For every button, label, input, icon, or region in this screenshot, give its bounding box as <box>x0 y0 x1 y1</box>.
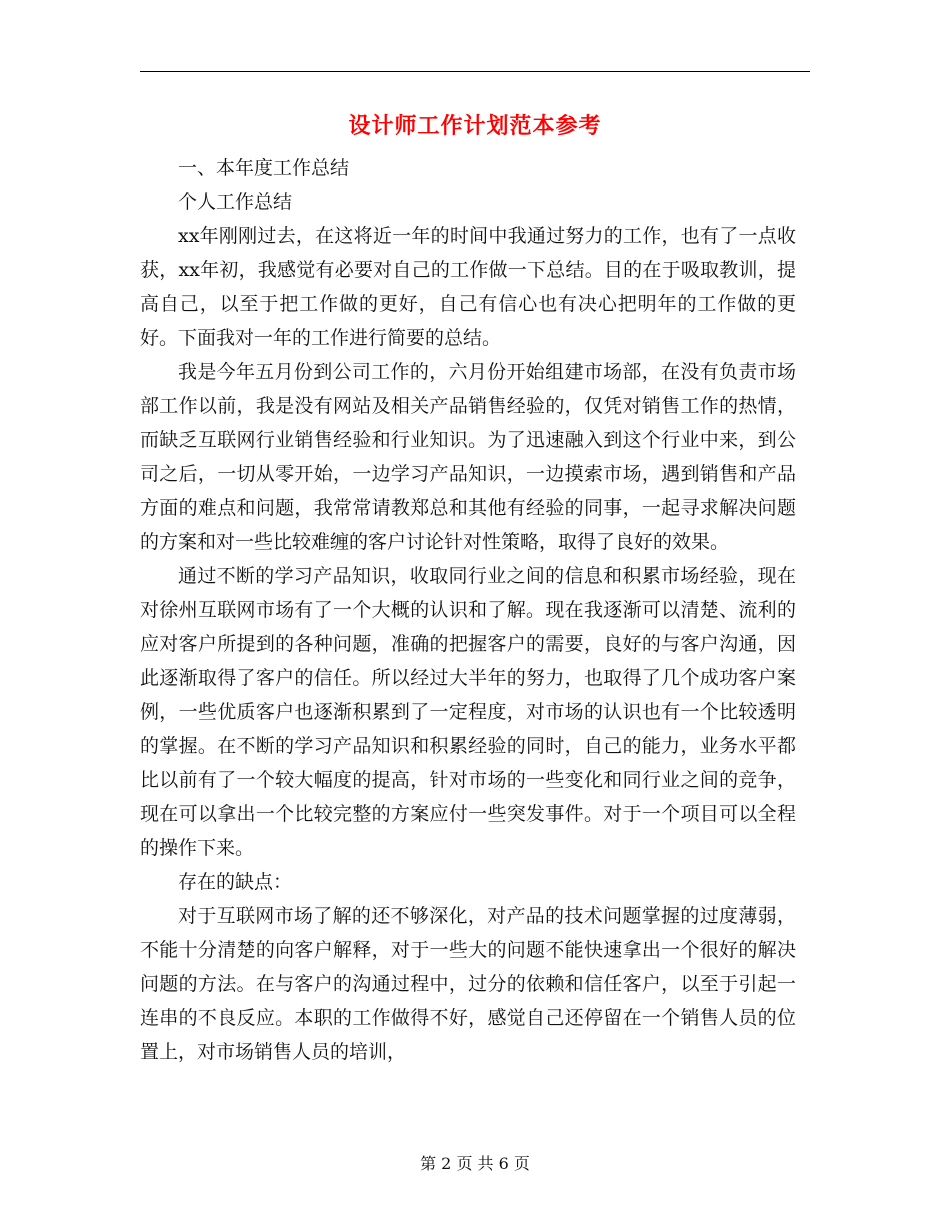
body-paragraph: xx年刚刚过去，在这将近一年的时间中我通过努力的工作，也有了一点收获，xx年初，我感觉有必要对自己的工作做一下总结。目的在于吸取教训，提高自己，以至于把工作做的更好，自己有信心也有决心把明年的工作做的更好。下面我对一年的工作进行简要的总结。 <box>140 225 796 349</box>
document-title: 设计师工作计划范本参考 <box>348 113 602 139</box>
document-body <box>140 151 796 1069</box>
body-paragraph: 我是今年五月份到公司工作的，六月份开始组建市场部，在没有负责市场部工作以前，我是没有网站及相关产品销售经验的，仅凭对销售工作的热情，而缺乏互联网行业销售经验和行业知识。为了迅速融入到这个行业中来，到公司之后，一切从零开始，一边学习产品知识，一边摸索市场，遇到销售和产品方面的难点和问题，我常常请教郑总和其他有经验的同事，一起寻求解决问题的方案和对一些比较难缠的客户讨论针对性策略，取得了良好的效果。 <box>140 361 796 553</box>
header-rule <box>140 71 810 72</box>
section-heading: 一、本年度工作总结 <box>178 157 350 179</box>
subsection-heading: 存在的缺点： <box>178 871 293 893</box>
subsection-heading: 个人工作总结 <box>178 191 293 213</box>
body-paragraph: 对于互联网市场了解的还不够深化，对产品的技术问题掌握的过度薄弱，不能十分清楚的向客户解释，对于一些大的问题不能快速拿出一个很好的解决问题的方法。在与客户的沟通过程中，过分的依赖和信任客户，以至于引起一连串的不良反应。本职的工作做得不好，感觉自己还停留在一个销售人员的位置上，对市场销售人员的培训， <box>140 905 796 1063</box>
body-paragraph: 通过不断的学习产品知识，收取同行业之间的信息和积累市场经验，现在对徐州互联网市场有了一个大概的认识和了解。现在我逐渐可以清楚、流利的应对客户所提到的各种问题，准确的把握客户的需要，良好的与客户沟通，因此逐渐取得了客户的信任。所以经过大半年的努力，也取得了几个成功客户案例，一些优质客户也逐渐积累到了一定程度，对市场的认识也有一个比较透明的掌握。在不断的学习产品知识和积累经验的同时，自己的能力，业务水平都比以前有了一个较大幅度的提高，针对市场的一些变化和同行业之间的竞争，现在可以拿出一个比较完整的方案应付一些突发事件。对于一个项目可以全程的操作下来。 <box>140 565 796 859</box>
page-number-footer: 第 2 页 共 6 页 <box>420 1154 530 1173</box>
